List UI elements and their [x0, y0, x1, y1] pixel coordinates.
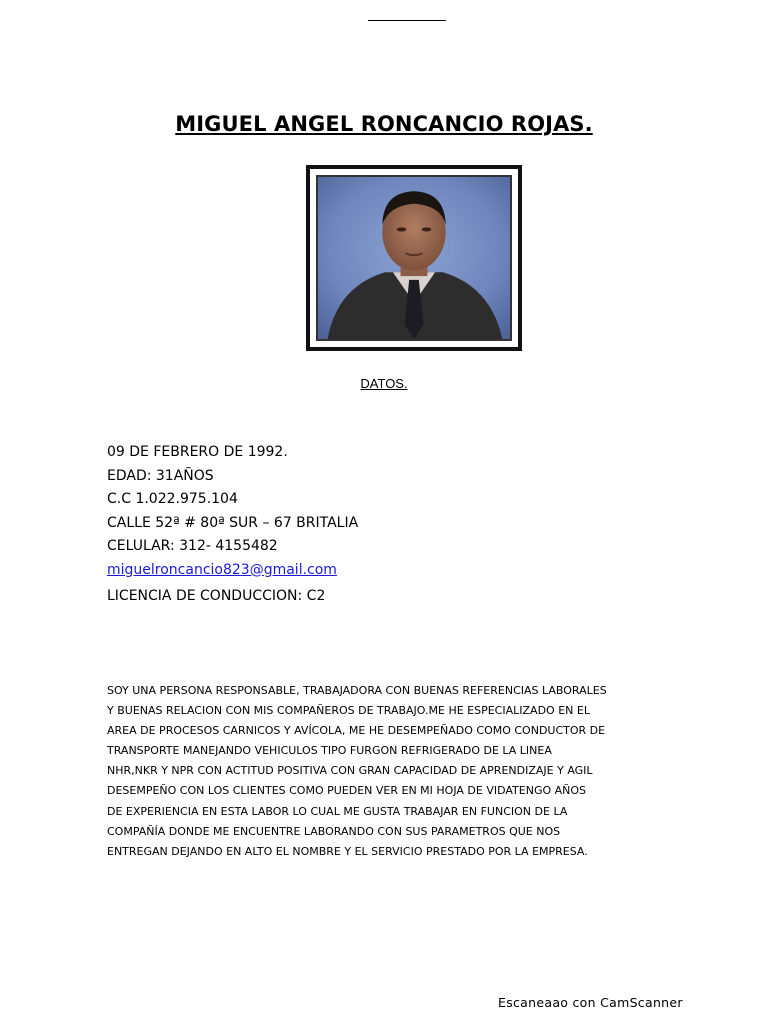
profile-line: DE EXPERIENCIA EN ESTA LABOR LO CUAL ME GUSTA TRABAJAR EN FUNCION DE LA [107, 804, 568, 818]
top-rule [368, 20, 446, 21]
scanner-watermark: Escaneaao con CamScanner [498, 995, 683, 1010]
license: LICENCIA DE CONDUCCION: C2 [107, 588, 326, 604]
id-number: C.C 1.022.975.104 [107, 491, 238, 507]
profile-line: NHR,NKR Y NPR CON ACTITUD POSITIVA CON GRAN CAPACIDAD DE APRENDIZAJE Y AGIL [107, 764, 593, 778]
profile-line: DESEMPEÑO CON LOS CLIENTES COMO PUEDEN VER EN MI HOJA DE VIDATENGO AÑOS [107, 784, 587, 798]
profile-line: AREA DE PROCESOS CARNICOS Y AVÍCOLA, ME HE DESEMPEÑADO COMO CONDUCTOR DE [107, 724, 606, 738]
profile-summary [107, 681, 667, 862]
personal-details [107, 441, 667, 609]
profile-line: SOY UNA PERSONA RESPONSABLE, TRABAJADORA CON BUENAS REFERENCIAS LABORALES [107, 684, 607, 697]
profile-line: TRANSPORTE MANEJANDO VEHICULOS TIPO FURGON REFRIGERADO DE LA LINEA [107, 744, 552, 758]
profile-photo-frame [306, 165, 522, 351]
address: CALLE 52ª # 80ª SUR – 67 BRITALIA [107, 514, 359, 531]
profile-line: Y BUENAS RELACION CON MIS COMPAÑEROS DE TRABAJO.ME HE ESPECIALIZADO EN EL [107, 704, 590, 718]
page-title: MIGUEL ANGEL RONCANCIO ROJAS. [175, 112, 593, 136]
email-link[interactable]: miguelroncancio823@gmail.com [107, 561, 337, 578]
age: EDAD: 31AÑOS [107, 467, 214, 484]
birth-date: 09 DE FEBRERO DE 1992. [107, 444, 288, 460]
profile-line: ENTREGAN DEJANDO EN ALTO EL NOMBRE Y EL SERVICIO PRESTADO POR LA EMPRESA. [107, 844, 588, 858]
phone: CELULAR: 312- 4155482 [107, 538, 278, 554]
profile-line: COMPAÑÍA DONDE ME ENCUENTRE LABORANDO CON SUS PARAMETROS QUE NOS [107, 824, 561, 838]
profile-photo [316, 175, 512, 341]
section-title: DATOS. [360, 376, 408, 391]
